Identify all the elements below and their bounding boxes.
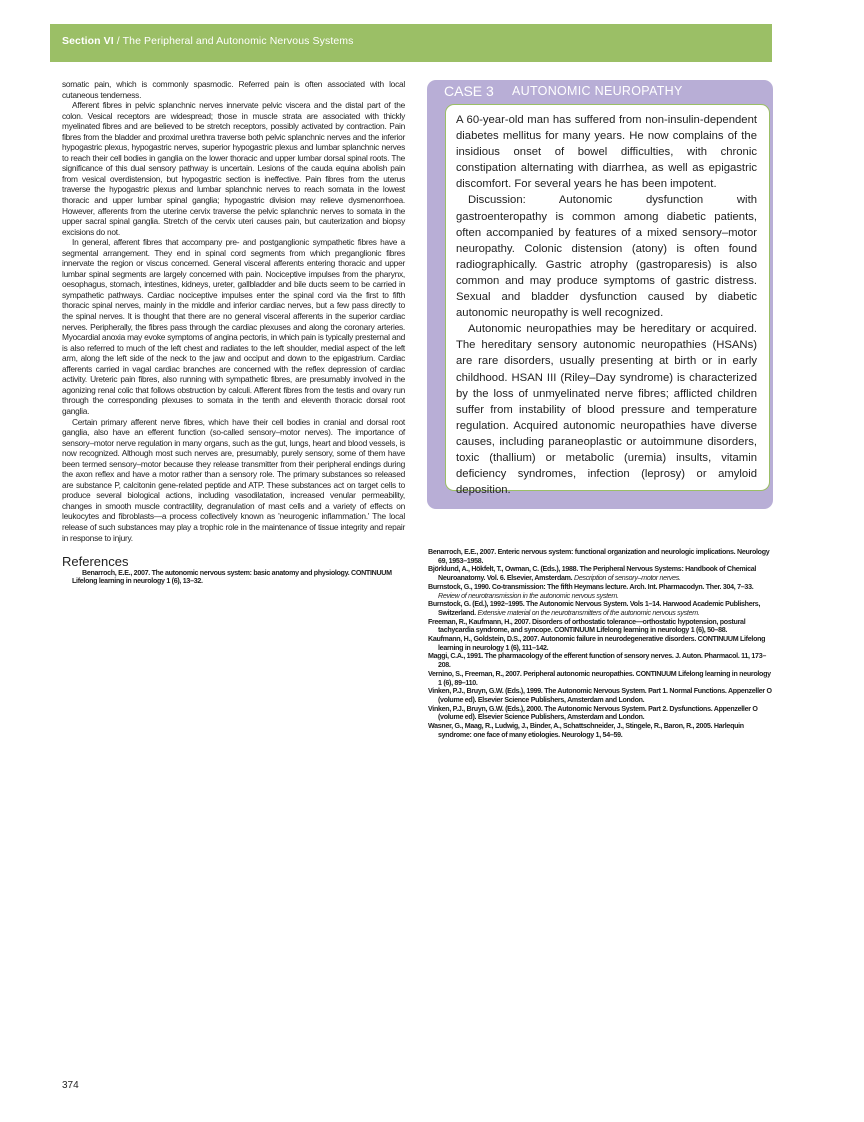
section-label: Section VI	[62, 35, 114, 47]
reference-item	[428, 635, 772, 652]
case-box-body	[445, 104, 770, 497]
reference-item	[428, 652, 772, 669]
left-column	[62, 79, 405, 586]
reference-item	[428, 687, 772, 704]
reference-main: Vinken, P.J., Bruyn, G.W. (Eds.), 1999. The Autonomic Nervous System. Part 1. Normal Functions. Appenzeller O (volume ed). Elsevier Science Publishers, Amsterdam and London.	[428, 687, 772, 704]
body-paragraph: In general, afferent fibres that accompany pre- and postganglionic sympathetic fibres have a segmental arrangement. They end in spinal cord segments from which preganglionic fibres innervate the region or viscus concerned. General visceral afferents entering thoracic and upper lumbar spinal segments are largely concerned with pain. Nociceptive impulses from the pharynx, oesophagus, stomach, intestines, kidneys, ureter, gallbladder and bile ducts seem to be carried in sympathetic pathways. Cardiac nociceptive impulses enter the spinal cord via the first to fifth thoracic spinal nerves, mainly in the middle and inferior cardiac nerves, but a few pass directly to the spinal nerves. It is thought that there are no general visceral afferents in the superior cardiac nerves. Peripherally, the fibres pass through the cardiac plexuses and along the coronary arteries. Myocardial anoxia may evoke symptoms of angina pectoris, in which pain is typically presternal and is also referred to much of the left chest and radiates to the left shoulder, medial aspect of the left arm, along the left side of the neck to the jaw and occiput and down to the epigastrium. Cardiac afferents carried in vagal cardiac branches are concerned with the reflex depression of cardiac activity. Ureteric pain fibres, also running with sympathetic fibres, are presumably involved in the agonizing renal colic that follows obstruction by calculi. Afferent fibres from the testis and ovary run through the corresponding plexuses to somata in the tenth and eleventh thoracic dorsal root ganglia.	[62, 237, 405, 416]
reference-main: Björklund, A., Hökfelt, T., Owman, C. (Eds.), 1988. The Peripheral Nervous Systems: Handbook of Chemical Neuroanatomy. Vol. 6. Elsevier, Amsterdam.	[428, 565, 757, 583]
case-box-tab	[432, 81, 736, 103]
reference-main: Kaufmann, H., Goldstein, D.S., 2007. Autonomic failure in neurodegenerative disorders. CONTINUUM Lifelong learning in neurology 1 (6), 111–142.	[428, 635, 766, 652]
reference-item	[62, 569, 405, 586]
right-references-list	[428, 548, 772, 739]
reference-item	[428, 600, 772, 617]
reference-note: Review of neurotransmission in the autonomic nervous system.	[438, 591, 619, 600]
reference-item	[428, 565, 772, 582]
section-title: The Peripheral and Autonomic Nervous Systems	[122, 35, 354, 47]
case-title: AUTONOMIC NEUROPATHY	[512, 84, 683, 98]
reference-item	[428, 722, 772, 739]
section-header-text	[62, 35, 353, 47]
case-paragraph: Discussion: Autonomic dysfunction with gastroenteropathy is common among diabetic patients, often accompanied by features of a mixed sensory–motor neuropathy. Colonic distension (atony) is often found radiographically. Gastric atrophy (gastroparesis) is also common and may produce symptoms of gastric distress. Sexual and bladder dysfunction caused by diabetic autonomic neuropathy is well recognized.	[456, 194, 757, 320]
reference-main: Wasner, G., Maag, R., Ludwig, J., Binder, A., Schattschneider, J., Stingele, R., Baron, R., 2005. Harlequin syndrome: one face of many etiologies. Neurology 1, 54–59.	[428, 722, 744, 739]
header-separator: /	[113, 35, 123, 47]
reference-item	[428, 705, 772, 722]
references-heading: References	[62, 554, 129, 570]
body-paragraph: Afferent fibres in pelvic splanchnic nerves innervate pelvic viscera and the distal part of the colon. Vesical receptors are widespread; those in muscle strata are associated with thickly myelinated fibres and are believed to be stretch receptors, possibly activated by contraction. Pain fibres from the bladder and proximal urethra traverse both pelvic splanchnic nerves and the inferior hypogastric plexus, hypogastric nerves, superior hypogastric plexus and lumbar splanchnic nerves to reach their cell bodies in ganglia on the lower thoracic and upper lumbar dorsal spinal roots. The significance of this dual sensory pathway is uncertain. Lesions of the cauda equina abolish pain from vesical overdistension, but hypogastric section is ineffective. Pain fibres from the uterus traverse the hypogastric plexus and lumbar splanchnic nerves to reach somata in the lowest thoracic and upper lumbar spinal ganglia; hypogastric division may relieve dysmenorrhoea. However, afferents from the uterine cervix traverse the pelvic splanchnic nerves to somata in the upper sacral spinal ganglia. Stretch of the cervix uteri causes pain, but cauterization and biopsy excisions do not.	[62, 100, 405, 237]
reference-item	[428, 548, 772, 565]
section-header-bar	[50, 24, 772, 62]
body-paragraph: Certain primary afferent nerve fibres, which have their cell bodies in cranial and dorsal root ganglia, also have an efferent function (so-called sensory–motor nerves). The importance of sensory–motor nerve regulation in many organs, such as the gut, lungs, heart and blood vessels, is now recognized. Although most such nerves are, presumably, purely sensory, some of them have been termed sensory–motor because they release transmitter from their peripheral endings during the axon reflex and have a motor rather than a sensory role. The primary substances so released are substance P, calcitonin gene-related peptide and ATP. These substances act on target cells to produce several biological actions, including vasodilatation, increased venular permeability, changes in smooth muscle contractility, degranulation of mast cells and a variety of effects on leukocytes and fibroblasts—a process collectively known as 'neurogenic inflammation.' The local release of such substances may play a trophic role in the maintenance of tissue integrity and repair in response to injury.	[62, 416, 405, 543]
reference-item	[428, 583, 772, 600]
case-paragraph: Autonomic neuropathies may be hereditary or acquired. The hereditary sensory autonomic neuropathies (HSANs) are rare disorders, usually presenting at birth or in early childhood. HSAN III (Riley–Day syndrome) is characterized by the loss of unmyelinated nerve fibres; afflicted children suffer from instability of blood pressure and temperature regulation. Acquired autonomic neuropathies have diverse causes, including paraneoplastic or autoimmune disorders, toxic (thallium) or metabolic (uremia) insults, vitamin deficiency syndromes, infection (leprosy) or amyloid deposition.	[456, 323, 757, 497]
reference-item	[428, 670, 772, 687]
case-number: CASE 3	[444, 83, 494, 99]
case-paragraph: A 60-year-old man has suffered from non-insulin-dependent diabetes mellitus for many years. He now complains of the insidious onset of bowel difficulties, with chronic constipation alternating with diarrhea, as well as epigastric discomfort. For several years he has been impotent.	[456, 114, 757, 191]
reference-main: Maggi, C.A., 1991. The pharmacology of the efferent function of sensory nerves. J. Auton. Pharmacol. 11, 173–208.	[428, 652, 766, 670]
reference-item	[428, 618, 772, 635]
body-paragraph: somatic pain, which is commonly spasmodic. Referred pain is often associated with local cutaneous tenderness.	[62, 79, 405, 100]
reference-main: Benarroch, E.E., 2007. Enteric nervous system: functional organization and neurologic implications. Neurology 69, 1953–1958.	[428, 548, 770, 565]
reference-note: Description of sensory–motor nerves.	[574, 574, 681, 583]
reference-main: Burnstock, G. (Ed.), 1992–1995. The Autonomic Nervous System. Vols 1–14. Harwood Academic Publishers, Switzerland.	[428, 600, 761, 617]
reference-note: Extensive material on the neurotransmitters of the autonomic nervous system.	[477, 608, 700, 617]
reference-main: Vinken, P.J., Bruyn, G.W. (Eds.), 2000. The Autonomic Nervous System. Part 2. Dysfunctions. Appenzeller O (volume ed). Elsevier Science Publishers, Amsterdam and London.	[428, 704, 758, 722]
reference-main: Freeman, R., Kaufmann, H., 2007. Disorders of orthostatic tolerance—orthostatic hypotension, postural tachycardia syndrome, and syncope. CONTINUUM Lifelong learning in neurology 1 (6), 50–88.	[428, 617, 746, 635]
reference-main: Vernino, S., Freeman, R., 2007. Peripheral autonomic neuropathies. CONTINUUM Lifelong learning in neurology 1 (6), 89–110.	[428, 669, 771, 687]
page-number: 374	[62, 1080, 79, 1091]
reference-main: Benarroch, E.E., 2007. The autonomic nervous system: basic anatomy and physiology. CONTINUUM Lifelong learning in neurology 1 (6), 13–32.	[72, 568, 392, 586]
reference-main: Burnstock, G., 1990. Co-transmission: The fifth Heymans lecture. Arch. Int. Pharmacodyn. Ther. 304, 7–33.	[428, 582, 754, 591]
